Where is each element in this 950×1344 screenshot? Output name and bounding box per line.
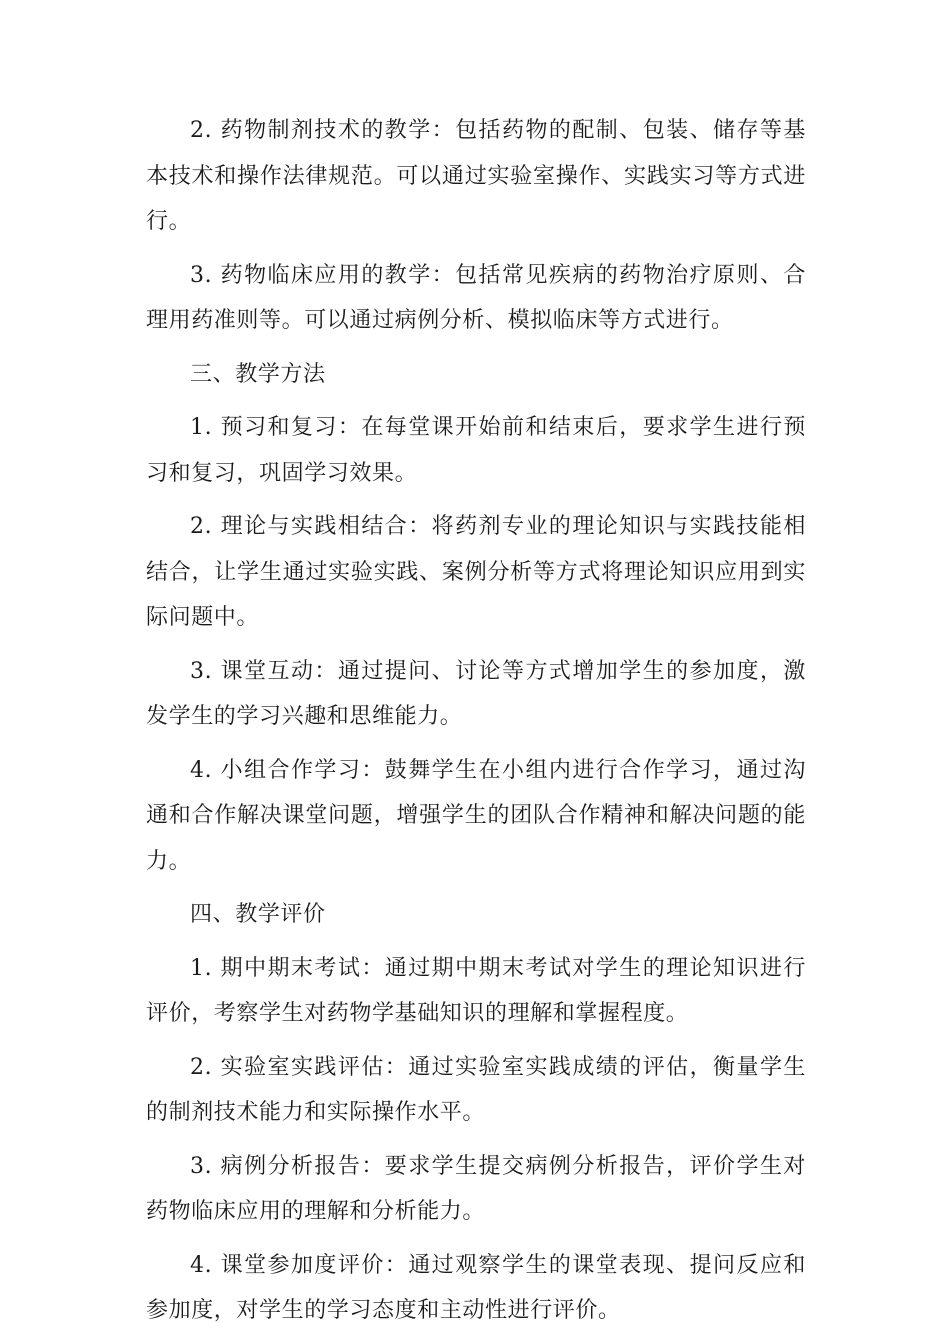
paragraph-group-learning: 4. 小组合作学习：鼓舞学生在小组内进行合作学习，通过沟通和合作解决课堂问题，增强学生的团队合作精神和解决问题的能力。 — [146, 757, 806, 874]
paragraph-participation-evaluation: 4. 课堂参加度评价：通过观察学生的课堂表现、提问反应和参加度，对学生的学习态度和主动性进行评价。 — [146, 1252, 806, 1323]
section-heading-teaching-methods: 三、教学方法 — [190, 361, 326, 387]
document-body — [146, 108, 806, 1342]
paragraph-lab-assessment: 2. 实验室实践评估：通过实验室实践成绩的评估，衡量学生的制剂技术能力和实际操作水平。 — [146, 1054, 806, 1125]
paragraph-case-report: 3. 病例分析报告：要求学生提交病例分析报告，评价学生对药物临床应用的理解和分析能力。 — [146, 1153, 806, 1224]
paragraph-classroom-interaction: 3. 课堂互动：通过提问、讨论等方式增加学生的参加度，激发学生的学习兴趣和思维能力。 — [146, 658, 806, 729]
section-heading-teaching-evaluation: 四、教学评价 — [190, 902, 326, 927]
paragraph-drug-formulation-teaching: 2. 药物制剂技术的教学：包括药物的配制、包装、储存等基本技术和操作法律规范。可以通过实验室操作、实践实习等方式进行。 — [146, 118, 806, 234]
paragraph-clinical-application-teaching: 3. 药物临床应用的教学：包括常见疾病的药物治疗原则、合理用药准则等。可以通过病例分析、模拟临床等方式进行。 — [146, 262, 806, 333]
paragraph-exams: 1. 期中期末考试：通过期中期末考试对学生的理论知识进行评价，考察学生对药物学基础知识的理解和掌握程度。 — [146, 955, 806, 1026]
paragraph-theory-practice: 2. 理论与实践相结合：将药剂专业的理论知识与实践技能相结合，让学生通过实验实践、案例分析等方式将理论知识应用到实际问题中。 — [146, 514, 806, 630]
paragraph-preview-review: 1. 预习和复习：在每堂课开始前和结束后，要求学生进行预习和复习，巩固学习效果。 — [146, 415, 806, 486]
